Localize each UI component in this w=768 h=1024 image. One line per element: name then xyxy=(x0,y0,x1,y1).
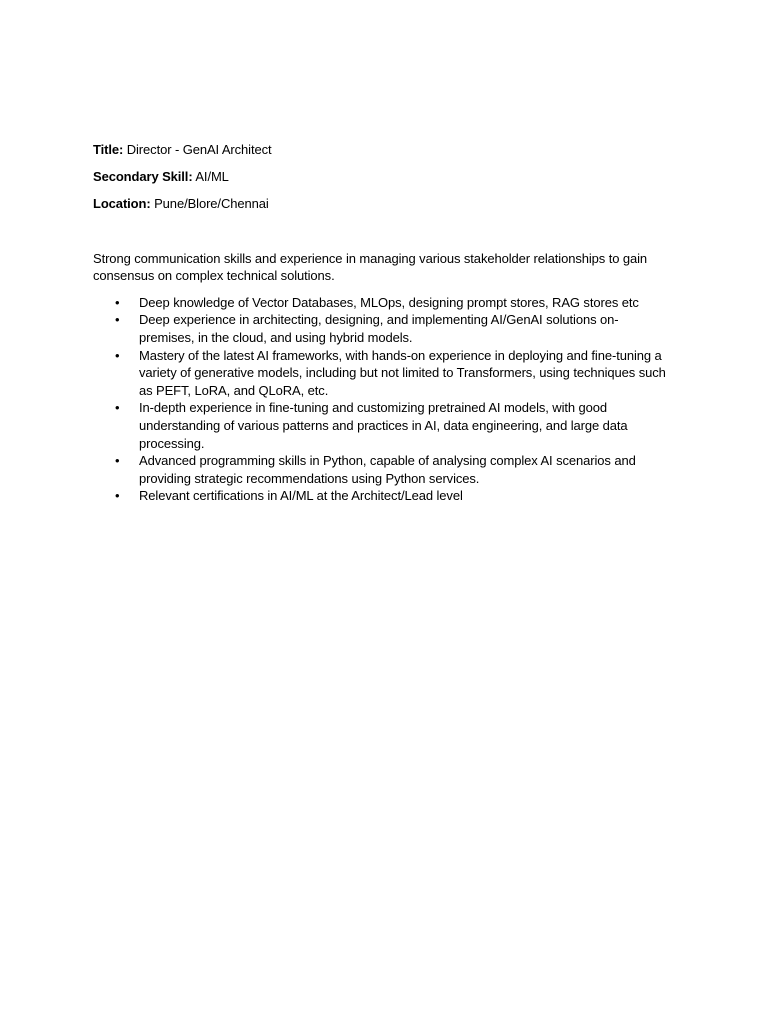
document-page xyxy=(93,141,673,505)
list-item xyxy=(93,311,673,346)
bullet-icon: • xyxy=(115,400,120,416)
list-item-text: Deep experience in architecting, designing, and implementing AI/GenAI solutions on-premises, in the cloud, and using hybrid models. xyxy=(139,312,619,345)
list-item xyxy=(93,294,673,312)
location-label: Location: xyxy=(93,196,151,212)
bullet-icon: • xyxy=(115,453,120,469)
bullet-icon: • xyxy=(115,312,120,328)
list-item-text: Mastery of the latest AI frameworks, with hands-on experience in deploying and fine-tuning a variety of generative models, including but not limited to Transformers, using techniques such as PEFT, LoRA, and QLoRA, etc. xyxy=(139,347,666,398)
bullet-icon: • xyxy=(115,294,120,310)
list-item-text: In-depth experience in fine-tuning and customizing pretrained AI models, with good understanding of various patterns and practices in AI, data engineering, and large data processing. xyxy=(139,400,628,451)
location-value: Pune/Blore/Chennai xyxy=(154,196,269,212)
intro-paragraph: Strong communication skills and experience in managing various stakeholder relationships to gain consensus on complex technical solutions. xyxy=(93,250,648,284)
bullet-icon: • xyxy=(115,488,120,504)
title-label: Title: xyxy=(93,142,124,157)
secondary-skill-field xyxy=(93,168,673,186)
requirements-list xyxy=(93,294,673,505)
list-item-text: Advanced programming skills in Python, capable of analysing complex AI scenarios and providing strategic recommendations using Python services. xyxy=(139,453,636,486)
list-item xyxy=(93,347,673,400)
title-value: Director - GenAI Architect xyxy=(126,142,272,157)
location-field xyxy=(93,195,673,213)
title-field xyxy=(93,141,673,159)
bullet-icon: • xyxy=(115,347,120,363)
list-item-text: Relevant certifications in AI/ML at the Architect/Lead level xyxy=(139,488,463,504)
blank-line xyxy=(93,223,673,250)
secondary-skill-value: AI/ML xyxy=(195,169,229,185)
list-item-text: Deep knowledge of Vector Databases, MLOps, designing prompt stores, RAG stores etc xyxy=(139,294,639,310)
secondary-skill-label: Secondary Skill: xyxy=(93,169,193,185)
list-item xyxy=(93,452,673,487)
list-item xyxy=(93,399,673,452)
list-item xyxy=(93,487,673,505)
